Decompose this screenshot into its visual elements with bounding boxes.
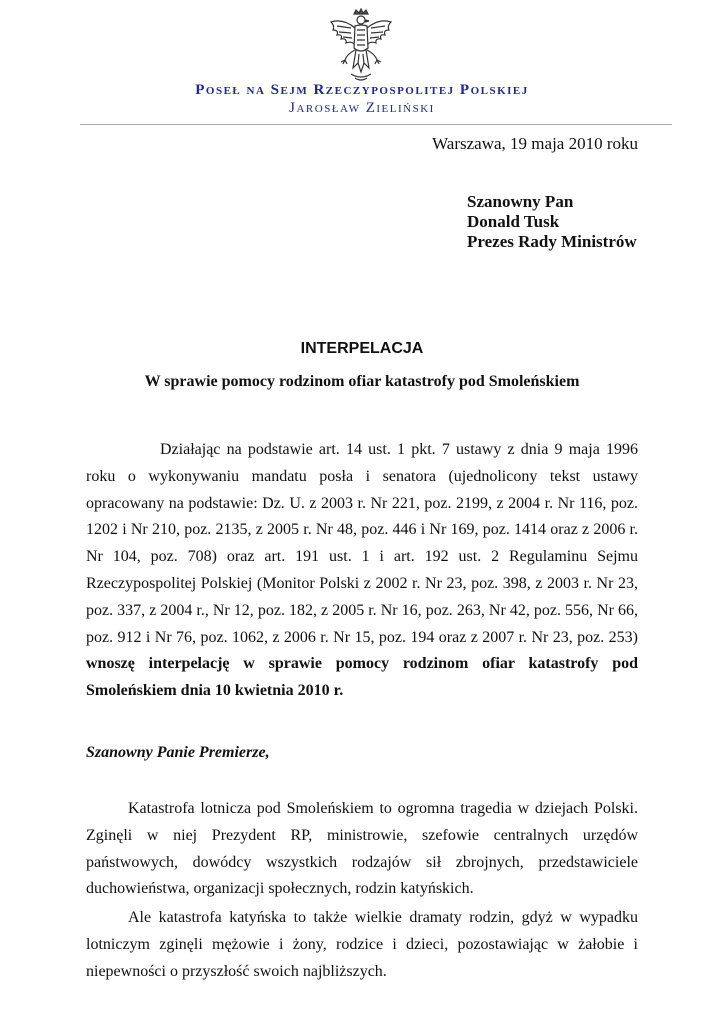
recipient-salutation: Szanowny Pan	[467, 192, 574, 211]
letter-date: Warszawa, 19 maja 2010 roku	[432, 134, 638, 153]
paragraph-legal-basis-bold: wnoszę interpelację w sprawie pomocy rodzinom ofiar katastrofy pod Smoleńskiem dnia 10 kwietnia 2010 r.	[86, 655, 638, 700]
paragraph-legal-basis-text: Działając na podstawie art. 14 ust. 1 pkt. 7 ustawy z dnia 9 maja 1996 roku o wykonywaniu mandatu posła i senatora (ujednolicony tekst ustawy opracowany na podstawie: Dz. U. z 2003 r. Nr 221, poz. 2199, z 2004 r. Nr 116, poz. 1202 i Nr 210, poz. 2135, z 2005 r. Nr 48, poz. 446 i Nr 169, poz. 1414 oraz z 2006 r. Nr 104, poz. 708) oraz art. 191 ust. 1 i art. 192 ust. 2 Regulaminu Sejmu Rzeczypospolitej Polskiej (Monitor Polski z 2002 r. Nr 23, poz. 398, z 2003 r. Nr 23, poz. 337, z 2004 r., Nr 12, poz. 182, z 2005 r. Nr 16, poz. 263, Nr 42, poz. 556, Nr 66, poz. 912 i Nr 76, poz. 1062, z 2006 r. Nr 15, poz. 194 oraz z 2007 r. Nr 23, poz. 253)	[86, 441, 638, 646]
paragraph-families: Ale katastrofa katyńska to także wielkie dramaty rodzin, gdyż w wypadku lotniczym zginęli mężowie i żony, rodzice i dzieci, pozostawiając w żałobie i niepewności o przyszłość swoich najbliższych.	[86, 909, 638, 980]
salutation: Szanowny Panie Premierze,	[86, 744, 270, 761]
recipient-block	[467, 192, 637, 252]
recipient-name: Donald Tusk	[467, 212, 560, 231]
header-divider	[80, 124, 672, 125]
document-subtitle: W sprawie pomocy rodzinom ofiar katastrofy pod Smoleńskiem	[144, 373, 580, 390]
header-name: Jarosław Zieliński	[289, 100, 435, 116]
header-title: Poseł na Sejm Rzeczypospolitej Polskiej	[195, 82, 529, 98]
recipient-title: Prezes Rady Ministrów	[467, 232, 637, 251]
paragraph-catastrophe: Katastrofa lotnicza pod Smoleńskiem to ogromna tragedia w dziejach Polski. Zginęli w niej Prezydent RP, ministrowie, szefowie centralnych urzędów państwowych, dowódcy wszystkich rodzajów sił zbrojnych, przedstawiciele duchowieństwa, organizacji społecznych, rodzin katyńskich.	[86, 800, 638, 898]
paragraph-legal-basis	[86, 437, 638, 705]
document-title: INTERPELACJA	[300, 340, 424, 357]
polish-eagle-emblem-icon	[321, 8, 401, 88]
